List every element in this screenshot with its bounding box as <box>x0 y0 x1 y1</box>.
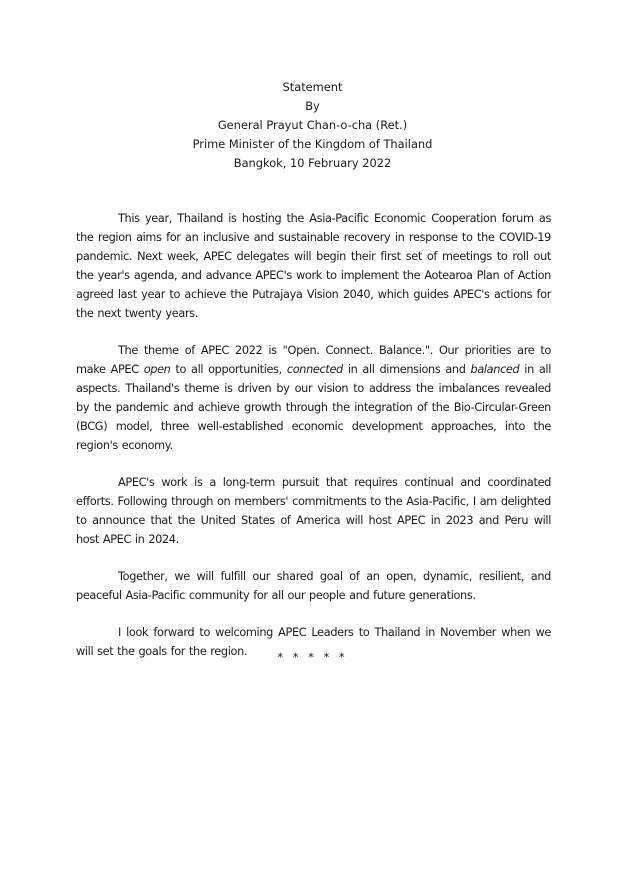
paragraph-2-emphasis-connected: connected <box>286 363 343 376</box>
paragraph-5: I look forward to welcoming APEC Leaders to Thailand in November when we will set the goals for the region. <box>76 626 551 658</box>
statement-body <box>76 209 551 679</box>
paragraph-2-text-1: The theme of APEC 2022 is "Open. Connect. Balance.". Our priorities are to make APEC <box>76 344 551 376</box>
paragraph-2-text-3: in all dimensions and <box>342 363 471 376</box>
paragraph-3: APEC's work is a long-term pursuit that requires continual and coordinated efforts. Following through on members' commitments to the Asia-Pacific, I am delighted to announce that the United States of America will host APEC in 2023 and Peru will host APEC in 2024. <box>76 476 551 546</box>
header-title: Statement <box>282 80 343 94</box>
paragraph-2-emphasis-balanced: balanced <box>470 363 520 376</box>
paragraph-2-text-2: to all opportunities, <box>170 363 287 376</box>
paragraph-4: Together, we will fulfill our shared goal of an open, dynamic, resilient, and peaceful Asia-Pacific community for all our people and future generations. <box>76 570 551 602</box>
header-place-date: Bangkok, 10 February 2022 <box>233 156 392 170</box>
paragraph-2-emphasis-open: open <box>143 363 171 376</box>
paragraph-2 <box>76 341 551 455</box>
statement-header <box>0 78 625 173</box>
paragraph-1: This year, Thailand is hosting the Asia-Pacific Economic Cooperation forum as the region aims for an inclusive and sustainable recovery in response to the COVID-19 pandemic. Next week, APEC delegates will begin their first set of meetings to roll out the year's agenda, and advance APEC's work to implement the Aotearoa Plan of Action agreed last year to achieve the Putrajaya Vision 2040, which guides APEC's actions for the next twenty years. <box>76 212 551 320</box>
header-author: General Prayut Chan-o-cha (Ret.) <box>217 118 408 132</box>
paragraph-2-text-4: in all aspects. Thailand's theme is driven by our vision to address the imbalances revealed by the pandemic and achieve growth through the integration of the Bio-Circular-Green (BCG) model, three well-established economic development approaches, into the region's economy. <box>76 363 552 452</box>
header-position: Prime Minister of the Kingdom of Thailand <box>192 137 433 151</box>
header-by: By <box>305 99 320 113</box>
closing-asterisks: * * * * * <box>277 650 348 664</box>
